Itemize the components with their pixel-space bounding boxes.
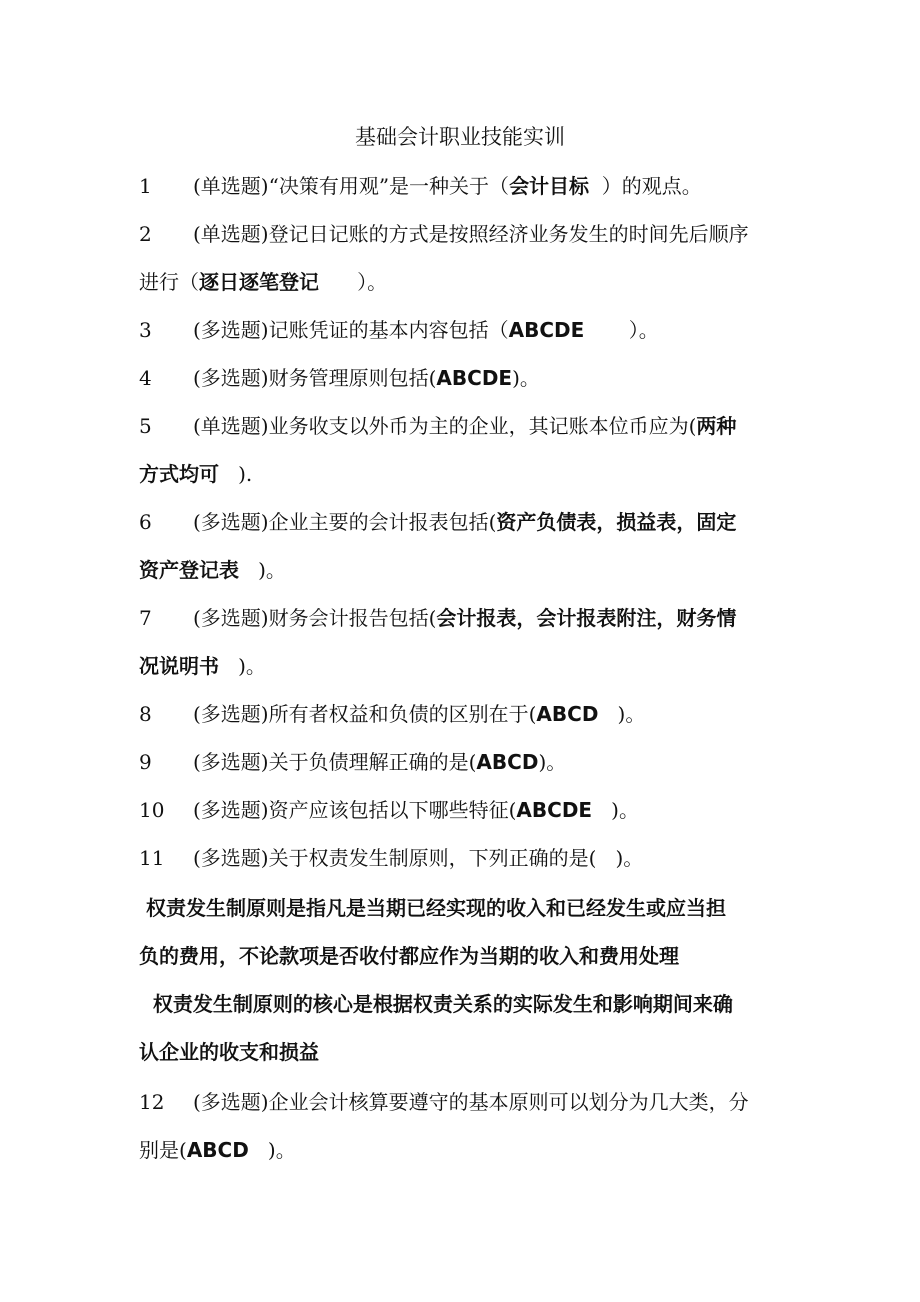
question-text: 所有者权益和负债的区别在于( — [268, 702, 537, 726]
question-1 — [139, 170, 799, 202]
question-number: 10 — [139, 798, 165, 822]
question-text: 关于权责发生制原则，下列正确的是( )。 — [268, 846, 644, 870]
question-6 — [139, 506, 799, 538]
question-end: )。 — [239, 558, 286, 582]
question-answer: ABCD — [186, 1138, 249, 1162]
question-answer: ABCDE — [436, 366, 513, 390]
question-type: (多选题) — [193, 1090, 269, 1114]
question-answer-continued: 方式均可 — [139, 462, 219, 486]
answer-note-line: 权责发生制原则是指凡是当期已经实现的收入和已经发生或应当担 — [139, 896, 726, 920]
question-answer-continued: 况说明书 — [139, 654, 219, 678]
question-number: 7 — [139, 606, 152, 630]
question-text-continued: 别是( — [139, 1138, 187, 1162]
question-number: 4 — [139, 366, 152, 390]
question-end: ）。 — [584, 318, 659, 342]
question-type: (单选题) — [193, 414, 269, 438]
question-3 — [139, 314, 799, 346]
question-end: )。 — [538, 750, 567, 774]
question-number: 5 — [139, 414, 152, 438]
question-12 — [139, 1086, 799, 1118]
question-text-continued: 进行（ — [139, 270, 199, 294]
question-type: (多选题) — [193, 798, 269, 822]
question-answer: ABCD — [536, 702, 599, 726]
question-5 — [139, 410, 799, 442]
question-end: ). — [219, 462, 253, 486]
question-number: 12 — [139, 1090, 165, 1114]
question-text: 企业主要的会计报表包括( — [268, 510, 497, 534]
question-text: 财务管理原则包括( — [268, 366, 437, 390]
question-answer: 逐日逐笔登记 — [199, 270, 319, 294]
question-answer: ABCDE — [508, 318, 585, 342]
question-number: 6 — [139, 510, 152, 534]
question-8 — [139, 698, 799, 730]
question-7-continued — [139, 650, 799, 682]
question-end: )。 — [598, 702, 646, 726]
question-text: 登记日记账的方式是按照经济业务发生的时间先后顺序 — [268, 222, 749, 246]
question-end: ）的观点。 — [589, 174, 702, 198]
question-9 — [139, 746, 799, 778]
question-6-continued — [139, 554, 799, 586]
question-7 — [139, 602, 799, 634]
question-text: 关于负债理解正确的是( — [268, 750, 477, 774]
question-12-continued — [139, 1134, 799, 1166]
question-number: 11 — [139, 846, 165, 870]
question-number: 2 — [139, 222, 152, 246]
answer-note-2 — [139, 988, 799, 1020]
question-type: (单选题) — [193, 222, 269, 246]
answer-note-2-continued — [139, 1036, 799, 1068]
question-type: (多选题) — [193, 606, 269, 630]
question-type: (单选题) — [193, 174, 269, 198]
question-number: 8 — [139, 702, 152, 726]
question-answer-continued: 资产登记表 — [139, 558, 239, 582]
question-type: (多选题) — [193, 510, 269, 534]
question-end: )。 — [512, 366, 540, 390]
question-end: )。 — [248, 1138, 296, 1162]
question-type: (多选题) — [193, 750, 269, 774]
question-4 — [139, 362, 799, 394]
question-answer: 会计目标 — [509, 174, 590, 198]
question-answer: ABCDE — [516, 798, 593, 822]
answer-note-line: 权责发生制原则的核心是根据权责关系的实际发生和影响期间来确 — [139, 992, 733, 1016]
question-number: 1 — [139, 174, 152, 198]
question-2 — [139, 218, 799, 250]
question-11 — [139, 842, 799, 874]
question-2-continued — [139, 266, 799, 298]
document-title: 基础会计职业技能实训 — [355, 125, 565, 149]
answer-note-1 — [139, 892, 799, 924]
question-5-continued — [139, 458, 799, 490]
question-number: 9 — [139, 750, 152, 774]
question-text: 资产应该包括以下哪些特征( — [268, 798, 517, 822]
question-answer: 两种 — [696, 414, 737, 438]
question-text: 业务收支以外币为主的企业，其记账本位币应为( — [268, 414, 697, 438]
question-text: 企业会计核算要遵守的基本原则可以划分为几大类，分 — [268, 1090, 749, 1114]
answer-note-1-continued — [139, 940, 799, 972]
question-type: (多选题) — [193, 702, 269, 726]
question-end: )。 — [592, 798, 639, 822]
question-end: )。 — [219, 654, 266, 678]
question-type: (多选题) — [193, 318, 269, 342]
question-text: “决策有用观”是一种关于（ — [268, 174, 510, 198]
answer-note-line: 负的费用，不论款项是否收付都应作为当期的收入和费用处理 — [139, 944, 679, 968]
question-end: ）。 — [319, 270, 388, 294]
question-type: (多选题) — [193, 846, 269, 870]
question-text: 财务会计报告包括( — [268, 606, 437, 630]
question-answer: 资产负债表，损益表，固定 — [496, 510, 737, 534]
question-number: 3 — [139, 318, 152, 342]
question-text: 记账凭证的基本内容包括（ — [268, 318, 509, 342]
question-type: (多选题) — [193, 366, 269, 390]
question-10 — [139, 794, 799, 826]
answer-note-line: 认企业的收支和损益 — [139, 1040, 319, 1064]
question-answer: 会计报表，会计报表附注，财务情 — [436, 606, 737, 630]
question-answer: ABCD — [476, 750, 539, 774]
